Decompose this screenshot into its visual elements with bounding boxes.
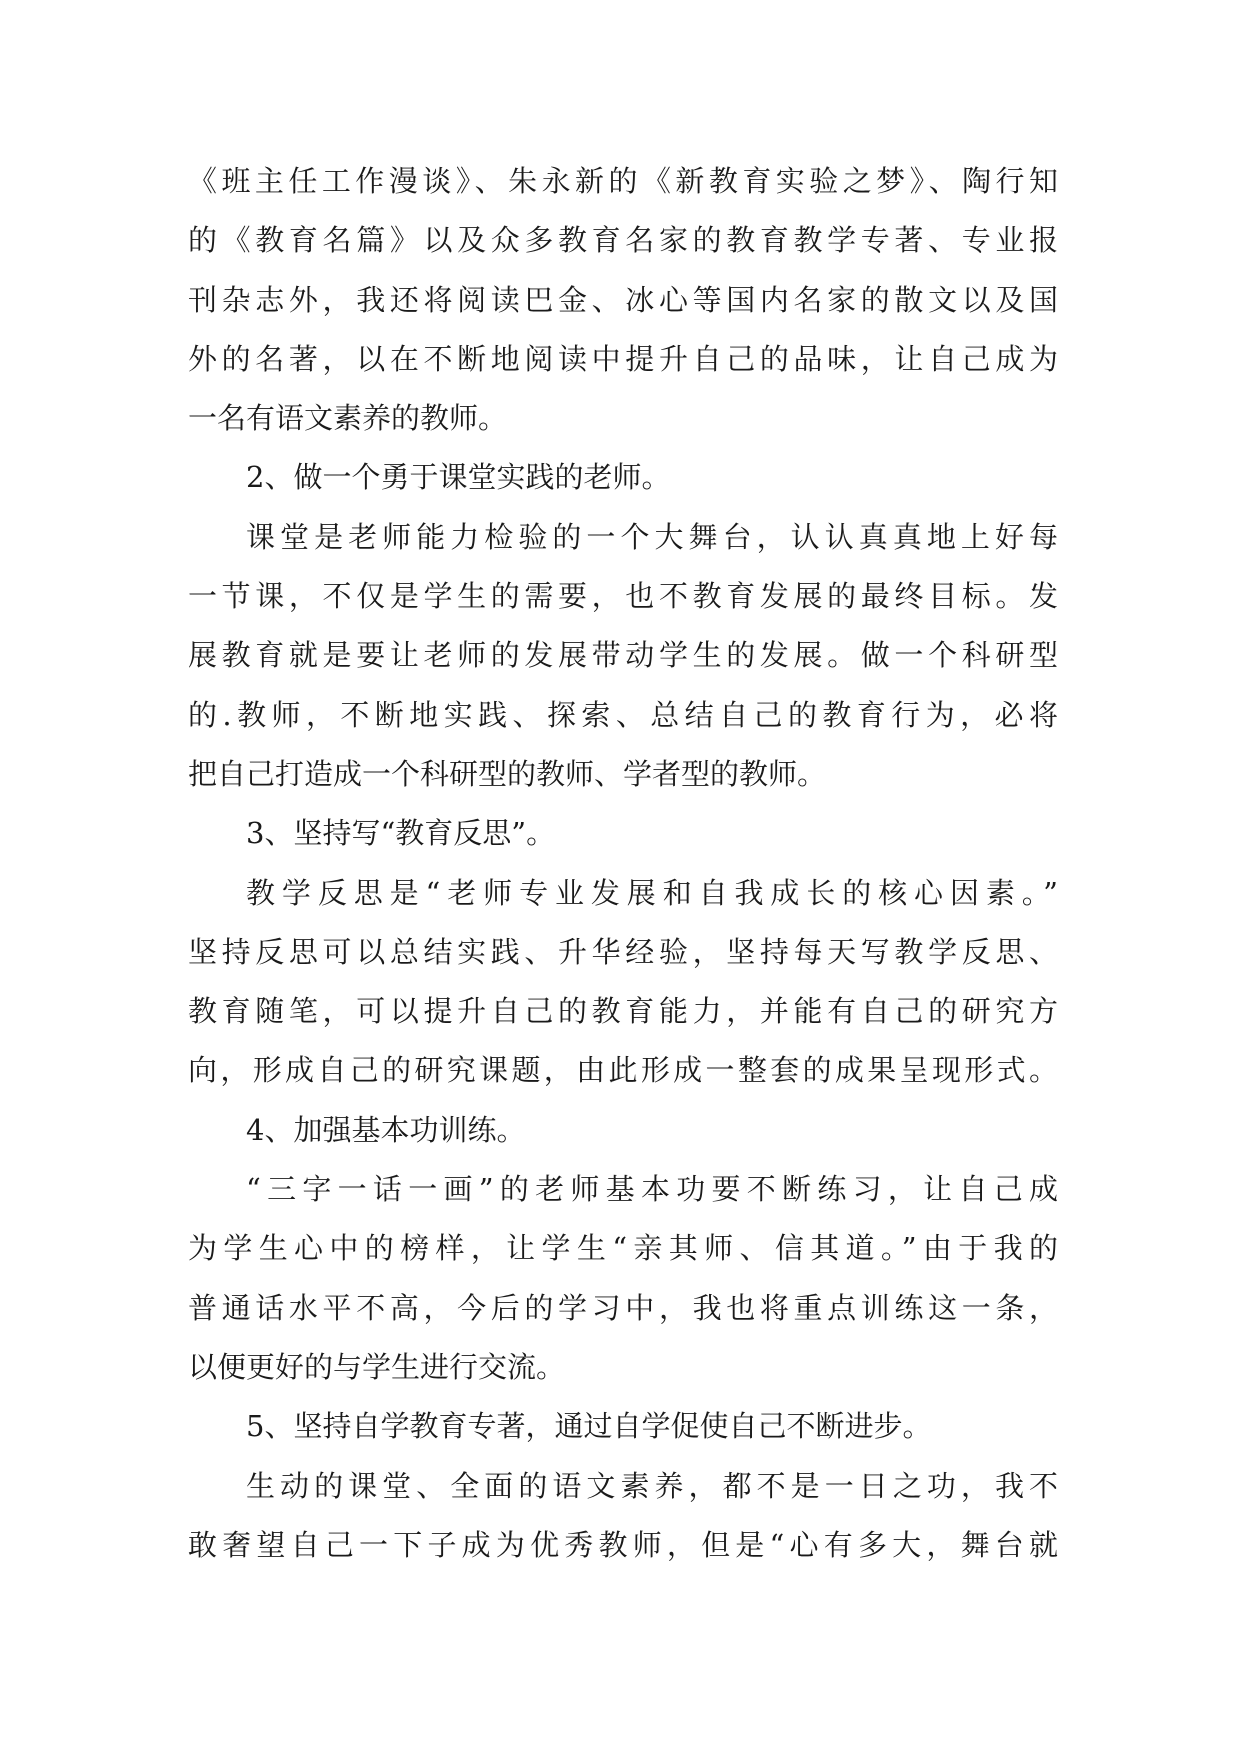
text-line: 外的名著，以在不断地阅读中提升自己的品味，让自己成为 [188, 341, 1058, 376]
text-line: 普通话水平不高，今后的学习中，我也将重点训练这一条， [188, 1290, 1058, 1325]
text-line: 生动的课堂、全面的语文素养，都不是一日之功，我不 [246, 1468, 1058, 1503]
text-line: 以便更好的与学生进行交流。 [188, 1349, 566, 1384]
text-line: 为学生心中的榜样，让学生“亲其师、信其道。”由于我的 [188, 1231, 1058, 1266]
text-line: 一节课，不仅是学生的需要，也不教育发展的最终目标。发 [188, 579, 1058, 614]
text-line: 课堂是老师能力检验的一个大舞台，认认真真地上好每 [246, 519, 1058, 554]
section-heading: 3、坚持写“教育反思”。 [246, 816, 556, 851]
text-line: 一名有语文素养的教师。 [188, 401, 508, 436]
text-line: 展教育就是要让老师的发展带动学生的发展。做一个科研型 [188, 638, 1058, 673]
text-line: 教学反思是“老师专业发展和自我成长的核心因素。” [246, 875, 1058, 910]
section-heading: 2、做一个勇于课堂实践的老师。 [246, 460, 671, 495]
text-line: 敢奢望自己一下子成为优秀教师，但是“心有多大，舞台就 [188, 1527, 1058, 1562]
text-line: 坚持反思可以总结实践、升华经验，坚持每天写教学反思、 [188, 934, 1058, 969]
text-line: 的《教育名篇》以及众多教育名家的教育教学专著、专业报 [188, 223, 1058, 258]
section-heading: 4、加强基本功训练。 [246, 1112, 526, 1147]
document-body [188, 152, 1058, 1575]
text-line: 向，形成自己的研究课题，由此形成一整套的成果呈现形式。 [188, 1053, 1058, 1088]
section-heading: 5、坚持自学教育专著，通过自学促使自己不断进步。 [246, 1409, 932, 1444]
text-line: 把自己打造成一个科研型的教师、学者型的教师。 [188, 756, 827, 791]
text-line: 《班主任工作漫谈》、朱永新的《新教育实验之梦》、陶行知 [188, 164, 1058, 198]
text-line: 刊杂志外，我还将阅读巴金、冰心等国内名家的散文以及国 [188, 282, 1058, 317]
text-line: 教育随笔，可以提升自己的教育能力，并能有自己的研究方 [188, 994, 1058, 1029]
text-line: 的.教师，不断地实践、探索、总结自己的教育行为，必将 [188, 697, 1058, 732]
text-line: “三字一话一画”的老师基本功要不断练习，让自己成 [246, 1172, 1058, 1207]
